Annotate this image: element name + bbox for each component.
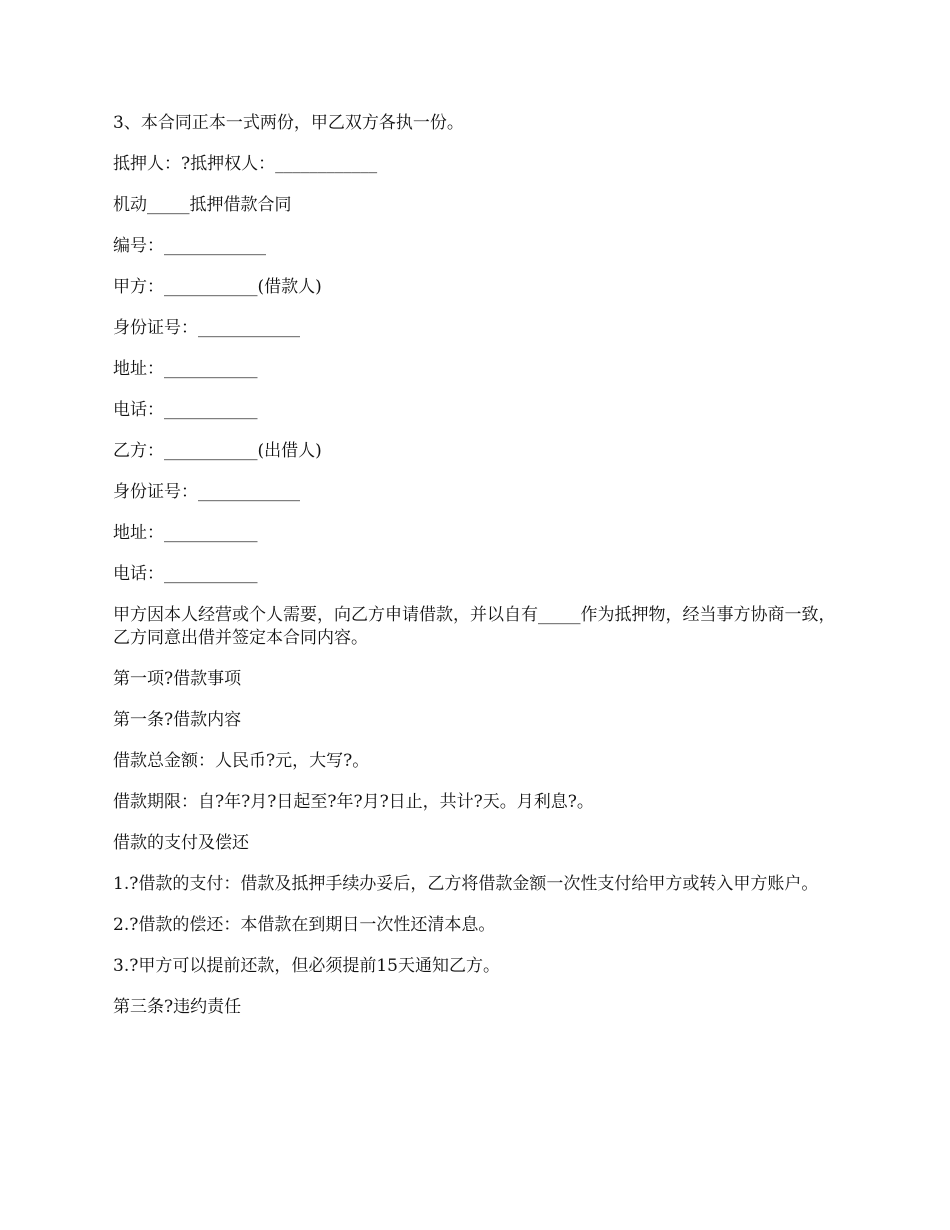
signature-line: 抵押人：?抵押权人：____________ [113,154,378,174]
payment-heading: 借款的支付及偿还 [113,833,249,853]
payment-clause-1: 1.?借款的支付：借款及抵押手续办妥后，乙方将借款金额一次性支付给甲方或转入甲方账户。 [113,874,819,894]
loan-amount-clause: 借款总金额：人民币?元，大写?。 [113,751,370,771]
party-a-phone-field: 电话：___________ [113,400,258,420]
contract-title: 机动_____抵押借款合同 [113,195,292,215]
party-a-id-field: 身份证号：____________ [113,318,300,338]
breach-heading: 第三条?违约责任 [113,997,242,1017]
copies-clause: 3、本合同正本一式两份，甲乙双方各执一份。 [113,113,464,133]
party-a-address-field: 地址：___________ [113,359,258,379]
document-body [113,112,838,1037]
preamble-paragraph: 甲方因本人经营或个人需要，向乙方申请借款，并以自有_____作为抵押物，经当事方协商一致，乙方同意出借并签定本合同内容。 [113,605,836,648]
payment-clause-3: 3.?甲方可以提前还款，但必须提前15天通知乙方。 [113,956,500,976]
contract-number-field: 编号：____________ [113,236,266,256]
party-a-field: 甲方：___________(借款人) [113,277,322,297]
article-heading: 第一条?借款内容 [113,710,242,730]
section-heading: 第一项?借款事项 [113,669,242,689]
party-b-address-field: 地址：___________ [113,523,258,543]
party-b-id-field: 身份证号：____________ [113,482,300,502]
party-b-phone-field: 电话：___________ [113,564,258,584]
party-b-field: 乙方：___________(出借人) [113,441,322,461]
payment-clause-2: 2.?借款的偿还：本借款在到期日一次性还清本息。 [113,915,496,935]
loan-term-clause: 借款期限：自?年?月?日起至?年?月?日止，共计?天。月利息?。 [113,792,594,812]
